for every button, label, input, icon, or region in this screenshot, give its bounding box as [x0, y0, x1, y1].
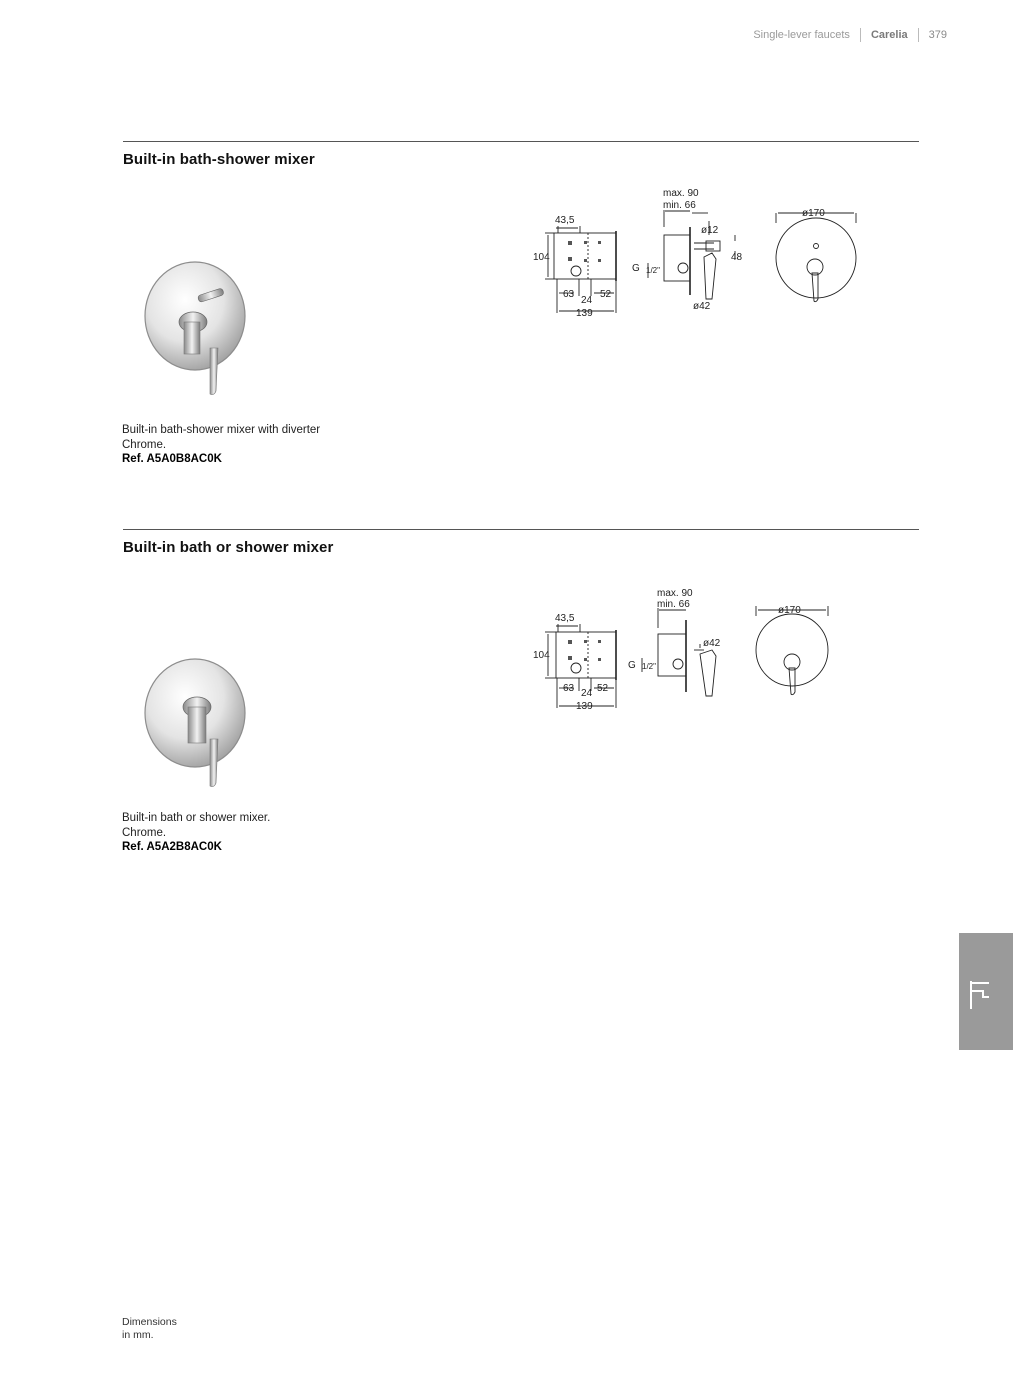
dim-g-fraction: 1/2"	[646, 266, 660, 275]
section-label: Single-lever faucets	[753, 29, 850, 41]
technical-drawing	[528, 183, 864, 323]
dim-42: ø42	[693, 301, 711, 312]
dim-max: max. 90	[663, 188, 699, 199]
header-divider	[918, 28, 919, 42]
product-title: Built-in bath or shower mixer	[123, 539, 334, 556]
footer-line: in mm.	[122, 1329, 154, 1341]
footer-line: Dimensions	[122, 1316, 177, 1328]
dim-min: min. 66	[663, 200, 696, 211]
product-image-bath-or-shower-mixer	[140, 655, 250, 790]
product-description-block	[122, 423, 320, 467]
product-title: Built-in bath-shower mixer	[123, 151, 315, 168]
dim-48: 48	[731, 252, 743, 263]
dim-63: 63	[563, 683, 575, 694]
dim-g-fraction: 1/2"	[642, 662, 656, 671]
dim-min: min. 66	[657, 599, 690, 610]
page-number: 379	[928, 29, 947, 41]
product-ref: Ref. A5A0B8AC0K	[122, 453, 222, 465]
product-image-bath-shower-mixer	[140, 258, 250, 398]
dim-height: 104	[533, 252, 550, 263]
dim-170: ø170	[802, 208, 825, 219]
dim-12: ø12	[701, 225, 719, 236]
running-header	[753, 28, 947, 42]
dim-g: G	[632, 263, 640, 274]
technical-drawing	[528, 584, 864, 714]
dim-42: ø42	[703, 638, 721, 649]
dim-24: 24	[581, 295, 593, 306]
dim-139: 139	[576, 308, 593, 319]
dim-63: 63	[563, 289, 575, 300]
product-description: Built-in bath-shower mixer with diverter	[122, 424, 321, 436]
dim-52: 52	[597, 683, 609, 694]
dim-52: 52	[600, 289, 612, 300]
dim-width-top: 43,5	[555, 613, 575, 624]
header-divider	[860, 28, 861, 42]
dim-170: ø170	[778, 605, 801, 616]
section-rule	[123, 141, 919, 142]
dim-139: 139	[576, 701, 593, 712]
product-finish: Chrome.	[122, 438, 167, 451]
dim-max: max. 90	[657, 588, 693, 599]
faucet-icon	[959, 933, 1013, 1050]
dim-g: G	[628, 660, 636, 671]
product-ref: Ref. A5A2B8AC0K	[122, 841, 222, 853]
dim-width-top: 43,5	[555, 215, 575, 226]
dim-height: 104	[533, 650, 550, 661]
dim-24: 24	[581, 688, 593, 699]
product-finish: Chrome.	[122, 826, 167, 839]
section-tab	[959, 933, 1013, 1050]
section-rule	[123, 529, 919, 530]
product-description-block	[122, 811, 270, 855]
product-description: Built-in bath or shower mixer.	[122, 812, 271, 824]
brand-label: Carelia	[870, 29, 908, 41]
footer-note	[122, 1316, 177, 1342]
